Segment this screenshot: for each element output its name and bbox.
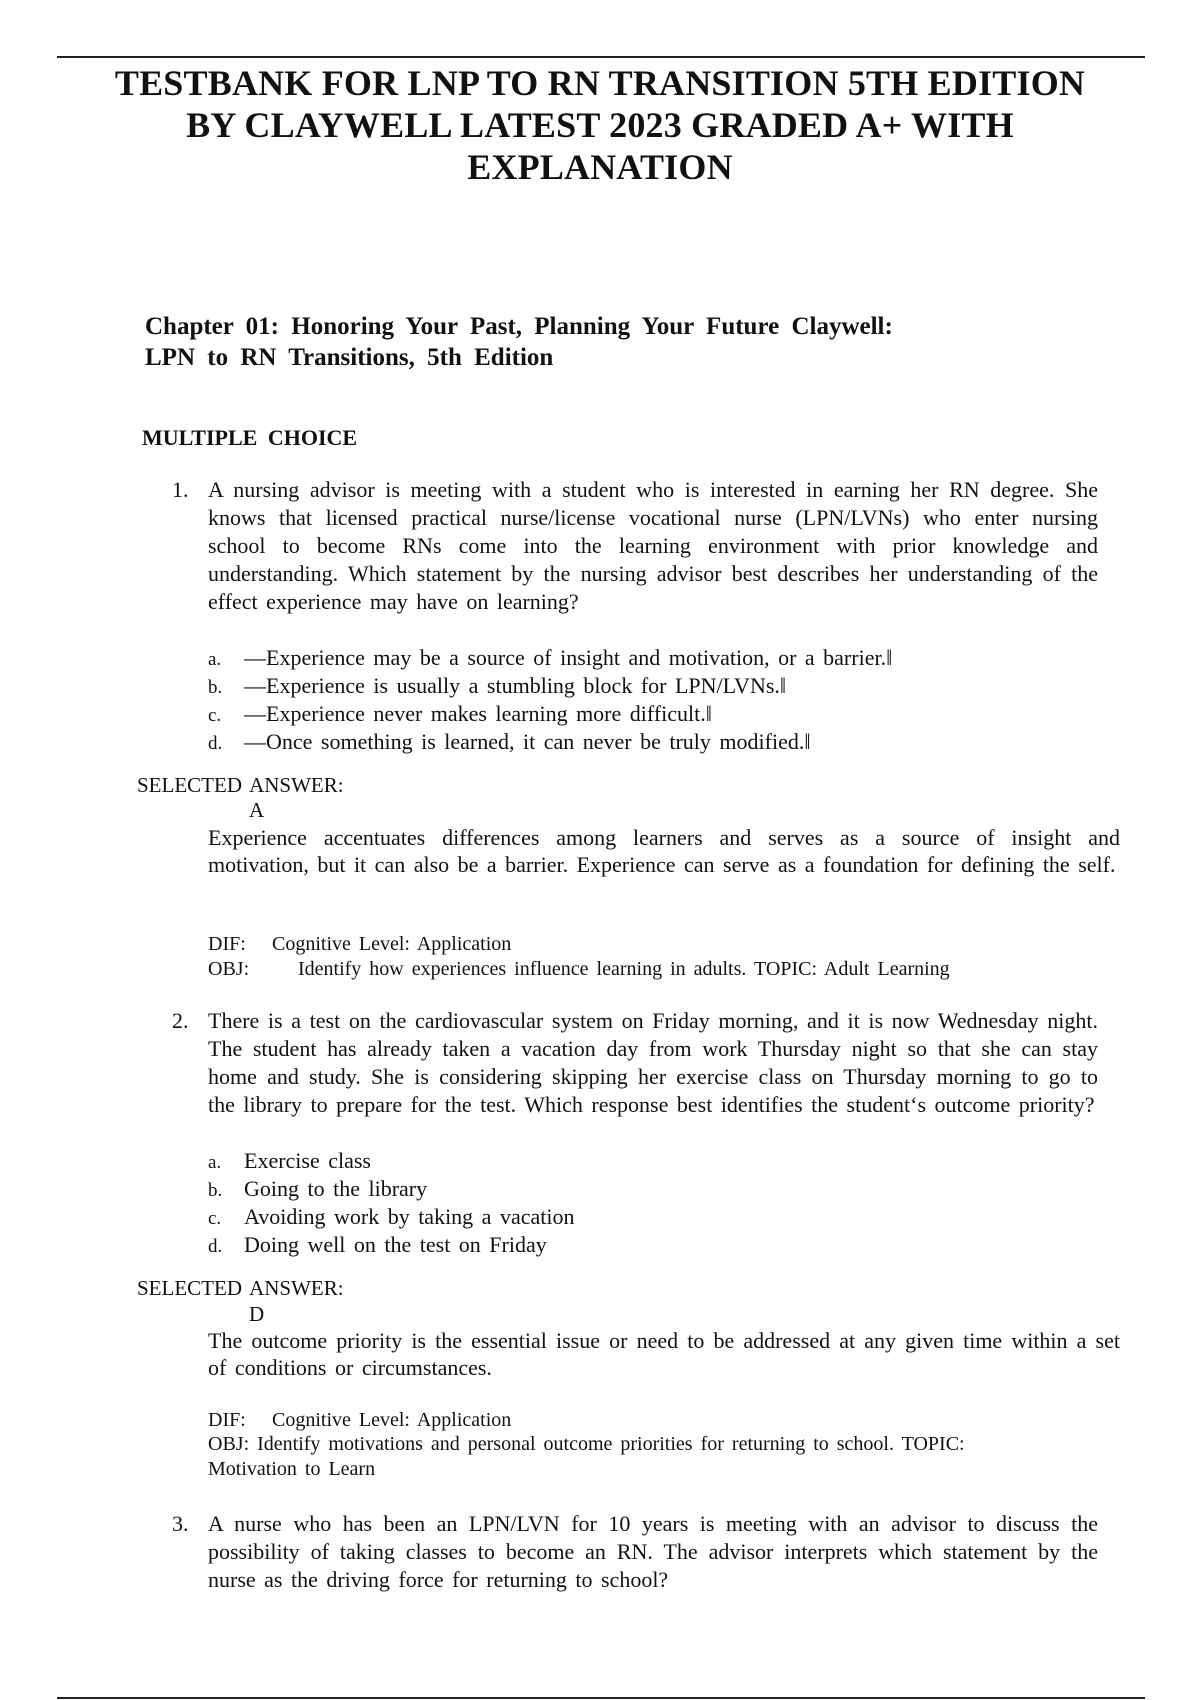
selected-answer-label: SELECTED ANSWER: — [137, 773, 344, 797]
selected-answer-label: SELECTED ANSWER: — [137, 1276, 344, 1300]
question-stem: A nursing advisor is meeting with a student who is interested in earning her RN degree. She knows that licensed practical nurse/license vocational nurse (LPN/LVNs) who enter nursing school to become RNs come into the learning environment with prior knowledge and understanding. Which statement by the nursing advisor best describes her understanding of the effect experience may have on learning? — [208, 477, 1098, 614]
option-b — [208, 1175, 427, 1205]
answer-rationale: Experience accentuates differences among learners and serves as a source of insight and motivation, but it can also be a barrier. Experience can serve as a foundation for defining the self. — [208, 825, 1120, 877]
question-number: 2. — [172, 1008, 189, 1033]
obj-label: OBJ: — [208, 958, 250, 980]
option-d — [208, 1231, 547, 1261]
document-title: TESTBANK FOR LNP TO RN TRANSITION 5TH EDITION BY CLAYWELL LATEST 2023 GRADED A+ WITH EXPLANATION — [114, 63, 1086, 187]
option-d — [208, 728, 811, 758]
option-text: —Experience may be a source of insight and motivation, or a barrier.‖ — [244, 645, 893, 670]
bottom-rule — [57, 1697, 1145, 1699]
option-letter: c. — [208, 705, 222, 726]
option-text: Avoiding work by taking a vacation — [244, 1204, 575, 1229]
option-b — [208, 672, 786, 702]
option-a — [208, 644, 892, 674]
section-heading: MULTIPLE CHOICE — [142, 425, 358, 450]
option-text: —Once something is learned, it can never be truly modified.‖ — [244, 729, 811, 754]
option-c — [208, 700, 712, 730]
option-letter: d. — [208, 733, 223, 754]
selected-answer-letter: A — [249, 798, 265, 822]
question-stem: There is a test on the cardiovascular system on Friday morning, and it is now Wednesday night. The student has already taken a vacation day from work Thursday night so that she can stay home and study. She is considering skipping her exercise class on Thursday morning to go to the library to prepare for the test. Which response best identifies the student‘s outcome priority? — [208, 1008, 1098, 1117]
question-number: 3. — [172, 1511, 189, 1536]
difficulty-line — [208, 1408, 511, 1433]
option-text: —Experience is usually a stumbling block for LPN/LVNs.‖ — [244, 673, 787, 698]
option-letter: b. — [208, 677, 223, 698]
option-letter: a. — [208, 1152, 222, 1173]
dif-label: DIF: — [208, 933, 246, 955]
option-letter: a. — [208, 649, 222, 670]
answer-rationale: The outcome priority is the essential issue or need to be addressed at any given time within a set of conditions or circumstances. — [208, 1328, 1120, 1380]
chapter-heading: Chapter 01: Honoring Your Past, Planning Your Future Claywell: LPN to RN Transitions, 5th Edition — [145, 313, 893, 371]
dif-value: Cognitive Level: Application — [272, 933, 512, 955]
dif-value: Cognitive Level: Application — [272, 1409, 512, 1431]
option-a — [208, 1147, 371, 1177]
difficulty-line — [208, 932, 511, 957]
option-letter: b. — [208, 1180, 223, 1201]
option-text: Doing well on the test on Friday — [244, 1232, 547, 1257]
top-rule — [57, 56, 1145, 58]
objective-line: OBJ: Identify motivations and personal outcome priorities for returning to school. TOPIC: Motivation to Learn — [208, 1433, 965, 1480]
objective-line — [208, 957, 950, 982]
option-letter: c. — [208, 1208, 222, 1229]
selected-answer-letter: D — [249, 1302, 265, 1326]
obj-value: Identify how experiences influence learning in adults. TOPIC: Adult Learning — [298, 958, 950, 980]
option-text: —Experience never makes learning more difficult.‖ — [244, 701, 712, 726]
option-text: Exercise class — [244, 1148, 371, 1173]
option-text: Going to the library — [244, 1176, 428, 1201]
dif-label: DIF: — [208, 1409, 246, 1431]
question-stem: A nurse who has been an LPN/LVN for 10 years is meeting with an advisor to discuss the possibility of taking classes to become an RN. The advisor interprets which statement by the nurse as the driving force for returning to school? — [208, 1511, 1098, 1592]
question-number: 1. — [172, 477, 189, 502]
option-c — [208, 1203, 574, 1233]
option-letter: d. — [208, 1236, 223, 1257]
